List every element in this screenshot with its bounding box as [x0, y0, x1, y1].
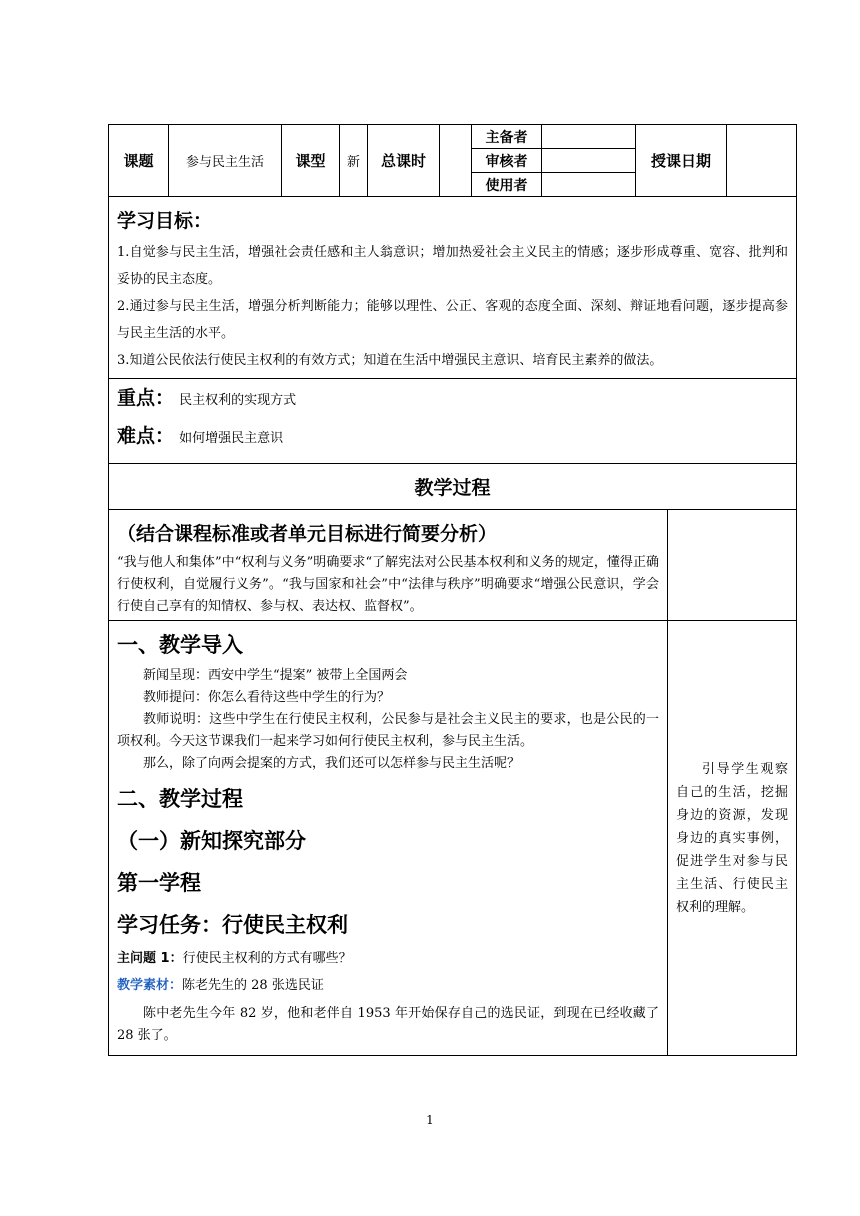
task-heading: 学习任务：行使民主权利	[117, 913, 348, 937]
analysis-heading: （结合课程标准或者单元目标进行简要分析）	[117, 523, 498, 545]
question-label: 主问题 1：	[117, 951, 183, 966]
role-value	[542, 125, 636, 149]
role-row	[472, 173, 635, 197]
side-note: 引导学生观察自己的生活，挖掘身边的资源，发现身边的真实事例，促进学生对参与民主生活、行使民主权利的理解。	[676, 761, 788, 915]
process-title: 教学过程	[109, 464, 797, 510]
difficulty-text: 如何增强民主意识	[179, 431, 284, 446]
focus-label: 重点：	[117, 387, 175, 409]
body-table	[108, 196, 797, 1056]
role-label: 审核者	[472, 149, 542, 173]
lesson-plan-sheet	[108, 124, 796, 1056]
total-hours-label: 总课时	[368, 125, 440, 197]
process-heading: 二、教学过程	[117, 787, 243, 811]
intro-paragraph: 教师说明：这些中学生在行使民主权利，公民参与是社会主义民主的要求，也是公民的一项权利。今天这节课我们一起来学习如何行使民主权利，参与民主生活。	[117, 712, 659, 749]
topic-value: 参与民主生活	[169, 125, 282, 197]
key-points-section	[109, 379, 797, 464]
side-note-cell	[668, 621, 797, 1056]
analysis-text: “我与他人和集体”中“权利与义务”明确要求“了解宪法对公民基本权利和义务的规定，懂得正确行使权利，自觉履行义务”。“我与国家和社会”中“法律与秩序”明确要求“增强公民意识，学会行使自己享有的知情权、参与权、表达权、监督权”。	[117, 555, 659, 614]
type-value: 新	[340, 125, 368, 197]
topic-label: 课题	[109, 125, 169, 197]
header-table	[108, 124, 797, 197]
role-value	[542, 173, 636, 197]
role-label: 主备者	[472, 125, 542, 149]
roles-cell	[472, 125, 636, 197]
material-paragraph: 陈中老先生今年 82 岁，他和老伴自 1953 年开始保存自己的选民证，到现在已经收藏了 28 张了。	[117, 1006, 659, 1043]
objective-item: 2.通过参与民主生活，增强分析判断能力；能够以理性、公正、客观的态度全面、深刻、辩证地看问题，逐步提高参与民主生活的水平。	[117, 299, 788, 341]
question-text: 行使民主权利的方式有哪些？	[182, 951, 352, 966]
objective-item: 1.自觉参与民主生活，增强社会责任感和主人翁意识；增加热爱社会主义民主的情感；逐步形成尊重、宽容、批判和妥协的民主态度。	[117, 245, 788, 287]
intro-paragraph: 那么，除了向两会提案的方式，我们还可以怎样参与民主生活呢？	[143, 756, 521, 771]
total-hours-value	[440, 125, 472, 197]
analysis-side-cell	[668, 510, 797, 621]
roles-table	[472, 125, 635, 196]
question-line	[117, 945, 659, 972]
focus-text: 民主权利的实现方式	[179, 393, 297, 408]
role-value	[542, 149, 636, 173]
difficulty-line	[117, 419, 788, 457]
date-label: 授课日期	[636, 125, 727, 197]
sub-heading: （一）新知探究部分	[117, 829, 306, 853]
objectives-heading: 学习目标：	[117, 210, 213, 232]
date-value	[727, 125, 797, 197]
role-label: 使用者	[472, 173, 542, 197]
objective-item: 3.知道公民依法行使民主权利的有效方式；知道在生活中增强民主意识、培育民主素养的做法。	[117, 353, 663, 368]
role-row	[472, 149, 635, 173]
material-text: 陈老先生的 28 张选民证	[182, 978, 324, 993]
role-row	[472, 125, 635, 149]
intro-paragraph: 教师提问：你怎么看待这些中学生的行为？	[143, 690, 391, 705]
main-section	[109, 621, 668, 1056]
intro-paragraph: 新闻呈现：西安中学生“提案” 被带上全国两会	[143, 668, 408, 683]
intro-heading: 一、教学导入	[117, 633, 243, 657]
material-line	[117, 972, 659, 999]
focus-line	[117, 381, 788, 419]
analysis-section	[109, 510, 668, 621]
material-label: 教学素材：	[117, 978, 183, 993]
stage-heading: 第一学程	[117, 871, 201, 895]
objectives-section	[109, 197, 797, 379]
type-label: 课型	[282, 125, 340, 197]
page-number: 1	[426, 1113, 434, 1127]
difficulty-label: 难点：	[117, 425, 175, 447]
